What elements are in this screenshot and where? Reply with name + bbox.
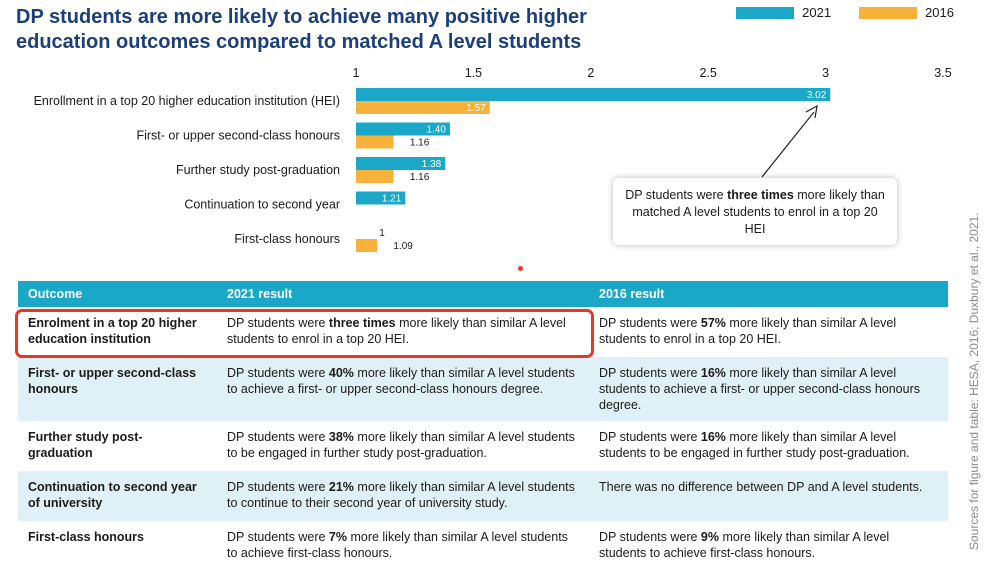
bar-2021: [356, 88, 830, 101]
outcome-cell: First-class honours: [28, 530, 144, 544]
cell-bold: 16%: [700, 430, 726, 444]
outcome-cell: Continuation to second year of university: [18, 471, 217, 521]
cell-text: more likely than similar A level students to be engaged in further study post-graduation.: [599, 430, 910, 460]
x-tick-label: 2: [587, 66, 595, 80]
outcome-cell: Enrolment in a top 20 higher education institution: [28, 316, 197, 346]
cell-text: more likely than similar A level students to achieve first-class honours.: [599, 530, 890, 560]
result-2016-cell: [589, 521, 948, 571]
cell-text: There was no difference between DP and A level students.: [599, 480, 923, 494]
table-header-row: [18, 281, 948, 307]
result-2021-cell: [217, 521, 589, 571]
cell-text: more likely than similar A level students to achieve first-class honours.: [227, 530, 568, 560]
data-label: 1: [379, 228, 385, 239]
category-label: First-class honours: [234, 232, 340, 246]
annotation-text-bold: three times: [727, 188, 794, 202]
cell-bold: 57%: [700, 316, 726, 330]
outcome-cell: First- or upper second-class honours: [18, 357, 217, 421]
legend-item-2021: [736, 5, 831, 20]
bar-2016: [356, 239, 377, 252]
annotation-arrowhead: [806, 106, 817, 118]
cell-text: DP students were: [599, 430, 701, 444]
cell-bold: 16%: [700, 366, 726, 380]
cell-text: more likely than similar A level students to achieve a first- or upper second-class honours degree.: [227, 366, 575, 396]
data-label: 1.38: [421, 159, 442, 170]
cell-text: more likely than similar A level students to enrol in a top 20 HEI.: [599, 316, 897, 346]
cell-bold: three times: [328, 316, 396, 330]
x-tick-label: 3.5: [934, 66, 952, 80]
cell-text: more likely than similar A level students to continue to their second year of university study.: [227, 480, 575, 510]
cell-text: DP students were: [227, 530, 329, 544]
data-label: 1.21: [381, 193, 402, 205]
result-2021-cell: [217, 307, 589, 357]
legend-item-2016: [859, 5, 954, 20]
cell-bold: 38%: [328, 430, 354, 444]
data-label: 1.09: [393, 241, 413, 252]
x-tick-label: 2.5: [699, 66, 717, 80]
annotation-arrow: [762, 112, 814, 177]
table-row: [18, 521, 948, 571]
category-label: Further study post-graduation: [176, 163, 340, 177]
result-2021-cell: [217, 357, 589, 421]
header-2016: 2016 result: [589, 281, 948, 307]
data-label: 1.57: [466, 103, 486, 114]
result-2016-cell: [589, 307, 948, 357]
data-label: 3.02: [806, 90, 827, 101]
cell-text: DP students were: [227, 430, 329, 444]
result-2021-cell: [217, 471, 589, 521]
data-label: 1.40: [426, 124, 446, 136]
cell-text: more likely than similar A level students to be engaged in further study post-graduation.: [227, 430, 575, 460]
header-2021: 2021 result: [217, 281, 589, 307]
result-2021-cell: [217, 421, 589, 471]
cell-text: DP students were: [227, 366, 329, 380]
header-outcome: Outcome: [18, 281, 217, 307]
red-dot: [518, 266, 523, 271]
table-row: [18, 357, 948, 421]
x-tick-label: 1.5: [464, 66, 483, 80]
outcomes-table: [18, 281, 948, 571]
x-tick-label: 3: [822, 66, 830, 80]
cell-text: DP students were: [599, 530, 701, 544]
table-row: [18, 307, 948, 357]
annotation-text-after: more likely than matched A level students to enrol in a top 20 HEI: [632, 188, 885, 236]
annotation-text-before: DP students were: [625, 188, 728, 202]
cell-bold: 40%: [328, 366, 354, 380]
cell-text: DP students were: [227, 480, 329, 494]
annotation-callout: [613, 178, 897, 245]
legend: [736, 5, 954, 20]
result-2016-cell: [589, 471, 948, 521]
chart-title: DP students are more likely to achieve many positive higher education outcomes compared to matched A level students: [16, 6, 587, 53]
cell-text: DP students were: [227, 316, 329, 330]
cell-bold: 7%: [328, 530, 347, 544]
legend-label-2016: 2016: [925, 5, 954, 20]
category-label: Continuation to second year: [184, 197, 340, 212]
cell-bold: 9%: [700, 530, 719, 544]
category-label: First- or upper second-class honours: [136, 128, 340, 143]
table-row: [18, 471, 948, 521]
legend-swatch-2021: [736, 7, 794, 19]
bar-2016: [356, 136, 394, 149]
cell-bold: 21%: [328, 480, 354, 494]
table-row: [18, 421, 948, 471]
legend-label-2021: 2021: [802, 5, 832, 20]
cell-text: DP students were: [599, 316, 701, 330]
legend-swatch-2016: [859, 7, 917, 19]
outcome-cell: Further study post-graduation: [28, 430, 143, 460]
result-2016-cell: [589, 421, 948, 471]
cell-text: DP students were: [599, 366, 701, 380]
data-label: 1.16: [409, 172, 430, 183]
cell-text: more likely than similar A level students to achieve a first- or upper second-class honours degree.: [599, 366, 921, 412]
category-label: Enrollment in a top 20 higher education institution (HEI): [33, 94, 340, 108]
data-label: 1.16: [409, 137, 430, 149]
result-2016-cell: [589, 357, 948, 421]
bar-2016: [356, 170, 394, 183]
cell-text: more likely than similar A level students to enrol in a top 20 HEI.: [227, 316, 566, 346]
x-tick-label: 1: [352, 66, 360, 80]
source-note: Sources for figure and table: HESA, 2016; Duxbury et al., 2021.: [967, 212, 981, 550]
